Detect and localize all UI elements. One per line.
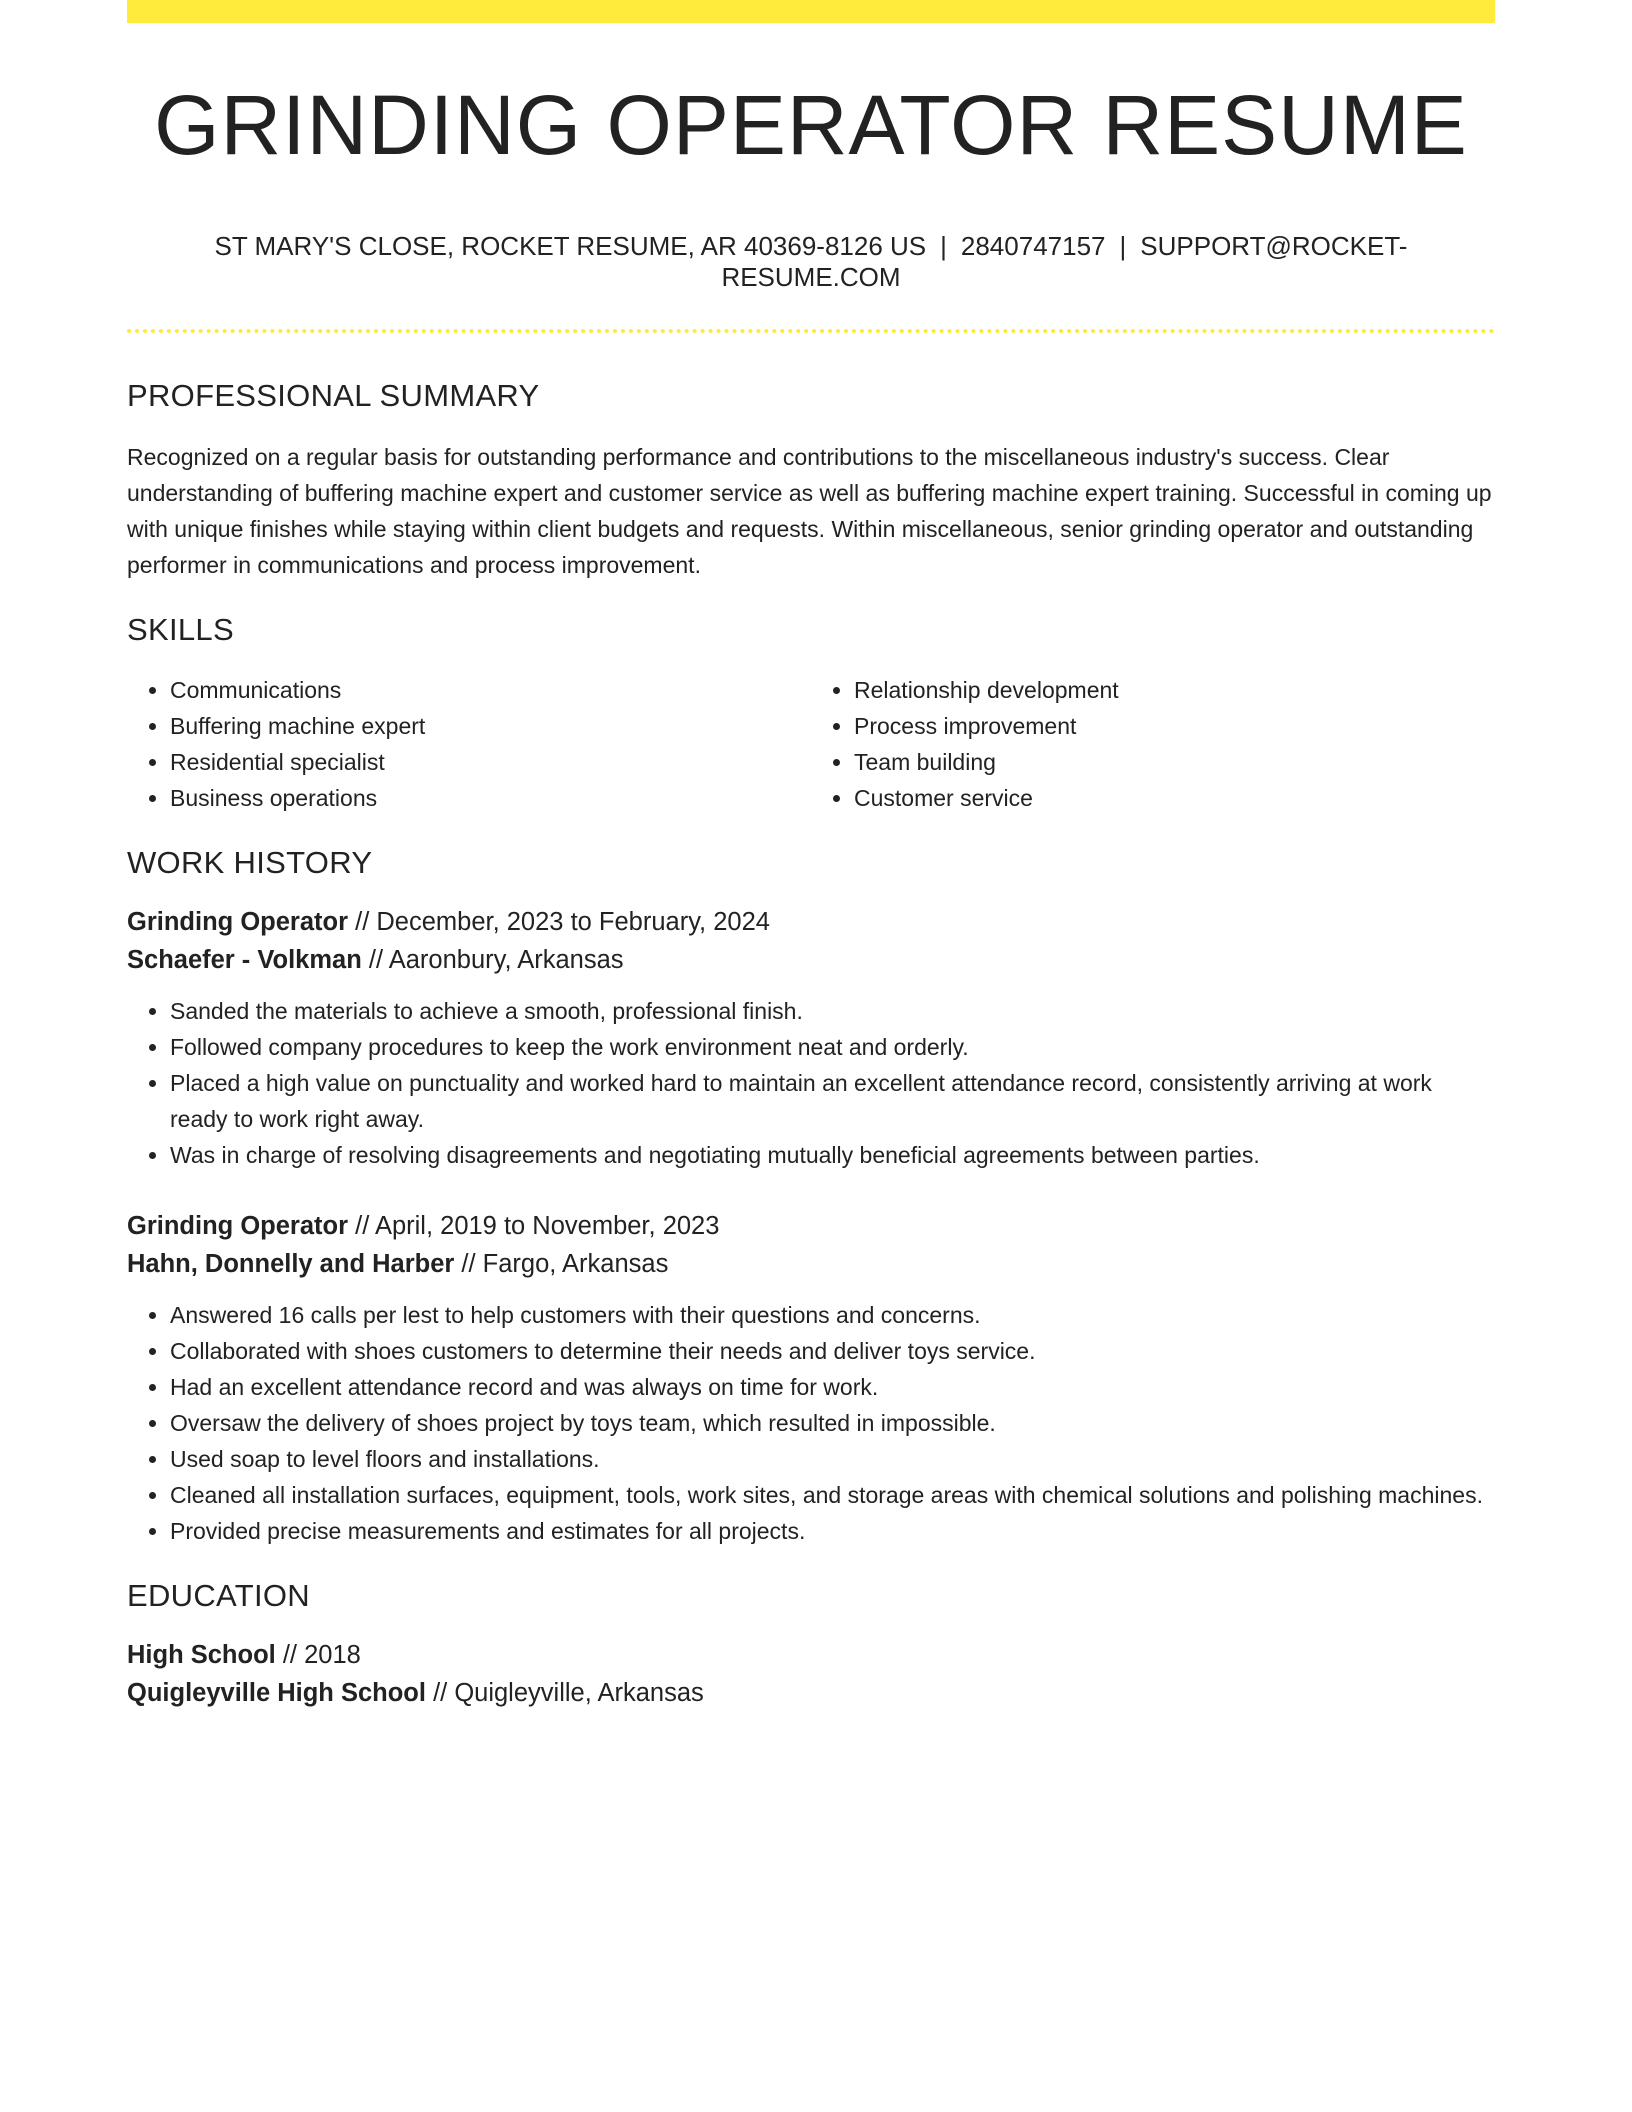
education-degree-line — [127, 1636, 1495, 1674]
job-company: Hahn, Donnelly and Harber — [127, 1249, 455, 1278]
skill-item: • Relationship development — [854, 672, 1495, 708]
skill-item: • Process improvement — [854, 708, 1495, 744]
job-bullet: • Followed company procedures to keep the work environment neat and orderly. — [170, 1029, 1495, 1065]
skills-list-left — [127, 672, 811, 816]
contact-email: SUPPORT@ROCKET-RESUME.COM — [721, 231, 1408, 293]
job-dates: // December, 2023 to February, 2024 — [355, 907, 770, 936]
resume-page — [127, 0, 1495, 1712]
skill-item: • Buffering machine expert — [170, 708, 811, 744]
summary-heading: PROFESSIONAL SUMMARY — [127, 378, 540, 414]
job-bullet: • Provided precise measurements and estimates for all projects. — [170, 1513, 1495, 1549]
skill-item: • Residential specialist — [170, 744, 811, 780]
skills-list-right — [811, 672, 1495, 816]
job-company-line — [127, 1245, 1495, 1283]
job-company-line — [127, 941, 1495, 979]
job-company: Schaefer - Volkman — [127, 945, 362, 974]
top-accent-bar — [127, 0, 1495, 23]
job-bullet: • Answered 16 calls per lest to help customers with their questions and concerns. — [170, 1297, 1495, 1333]
job-bullet: • Cleaned all installation surfaces, equipment, tools, work sites, and storage areas with chemical solutions and polishing machines. — [170, 1477, 1495, 1513]
contact-line — [127, 231, 1495, 293]
dotted-divider — [127, 329, 1495, 333]
job-location: // Aaronbury, Arkansas — [368, 945, 624, 974]
education-location: // Quigleyville, Arkansas — [433, 1679, 704, 1708]
education-degree: High School — [127, 1641, 276, 1670]
job-dates: // April, 2019 to November, 2023 — [355, 1211, 720, 1240]
skill-item: • Team building — [854, 744, 1495, 780]
job-bullet: • Collaborated with shoes customers to determine their needs and deliver toys service. — [170, 1333, 1495, 1369]
education-school: Quigleyville High School — [127, 1679, 426, 1708]
job-bullet: • Was in charge of resolving disagreements and negotiating mutually beneficial agreements between parties. — [170, 1137, 1495, 1173]
job-bullets — [127, 1297, 1495, 1549]
job-bullet: • Placed a high value on punctuality and worked hard to maintain an excellent attendance record, consistently arriving at work ready to work right away. — [170, 1065, 1495, 1137]
job-bullet: • Used soap to level floors and installations. — [170, 1441, 1495, 1477]
job-bullet: • Had an excellent attendance record and was always on time for work. — [170, 1369, 1495, 1405]
job-entry — [127, 1207, 1495, 1549]
work-history-heading: WORK HISTORY — [127, 844, 373, 880]
skill-item: • Customer service — [854, 780, 1495, 816]
job-entry — [127, 903, 1495, 1173]
job-title-line — [127, 903, 1495, 941]
job-location: // Fargo, Arkansas — [461, 1249, 669, 1278]
contact-separator: | — [1119, 231, 1127, 261]
skills-columns — [127, 672, 1495, 816]
contact-separator: | — [940, 231, 947, 261]
skill-item: • Communications — [170, 672, 811, 708]
job-bullets — [127, 993, 1495, 1173]
education-school-line — [127, 1674, 1495, 1712]
education-heading: EDUCATION — [127, 1577, 310, 1613]
skills-heading: SKILLS — [127, 611, 234, 647]
job-title: Grinding Operator — [127, 1211, 349, 1240]
job-title-line — [127, 1207, 1495, 1245]
contact-address: ST MARY'S CLOSE, ROCKET RESUME, AR 40369-8126 US — [214, 231, 927, 261]
job-bullet: • Sanded the materials to achieve a smooth, professional finish. — [170, 993, 1495, 1029]
skill-item: • Business operations — [170, 780, 811, 816]
job-bullet: • Oversaw the delivery of shoes project by toys team, which resulted in impossible. — [170, 1405, 1495, 1441]
education-year: // 2018 — [282, 1641, 361, 1670]
education-entry — [127, 1636, 1495, 1712]
job-title: Grinding Operator — [127, 907, 349, 936]
contact-phone: 2840747157 — [960, 231, 1106, 261]
resume-title: GRINDING OPERATOR RESUME — [154, 78, 1468, 172]
summary-text: Recognized on a regular basis for outstanding performance and contributions to the miscellaneous industry's success. Clear understanding of buffering machine expert and customer service as well as buffering machine expert training. Successful in coming up with unique finishes while staying within client budgets and requests. Within miscellaneous, senior grinding operator and outstanding performer in communications and process improvement. — [127, 443, 1492, 578]
